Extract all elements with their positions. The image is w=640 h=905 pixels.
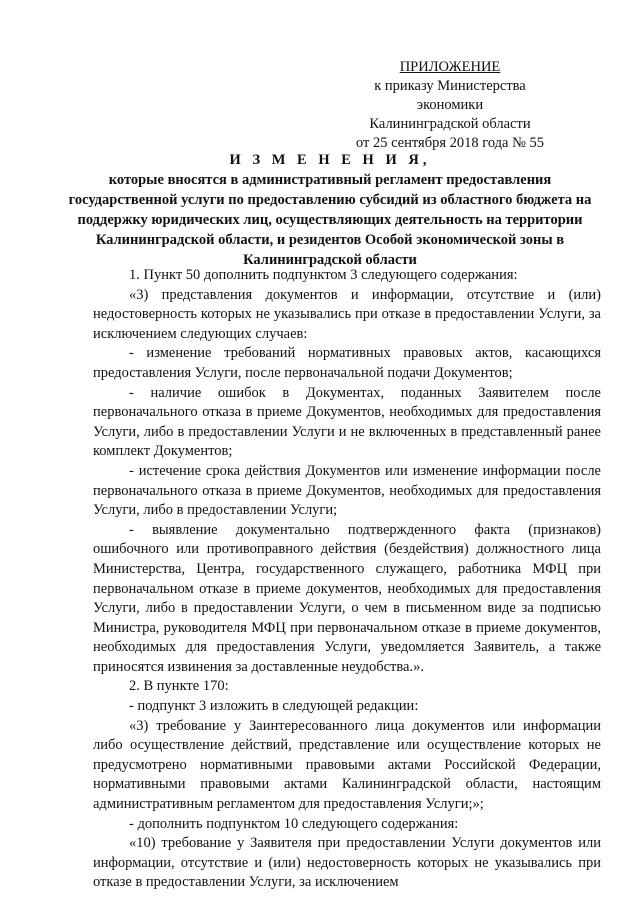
paragraph: 2. В пункте 170: [129,678,229,695]
title-block [60,150,600,270]
paragraph: - изменение требований нормативных правовых актов, касающихся предоставления Услуги, после первоначальной подачи Документов; [93,345,601,381]
paragraph: - выявление документально подтвержденного факта (признаков) ошибочного или противоправного действия (бездействия) должностного лица Министерства, Центра, государственного служащего, работника МФЦ при первоначальном отказе в приеме документов, необходимых для предоставления Услуги, либо в предоставлении Услуги, о чем в письменном виде за подписью Министра, руководителя МФЦ при первоначальном отказе в приеме документов, необходимых для предоставления Услуги, уведомляется Заявитель, а также приносятся извинения за доставленные неудобства.». [93,521,601,675]
paragraph: «3) представления документов и информации, отсутствие и (или) недостоверность которых не указывались при отказе в предоставлении Услуги, за исключением следующих случаев: [93,286,601,342]
document-title: И З М Е Н Е Н И Я, [229,152,431,168]
appendix-line-2: Калининградской области [369,116,531,132]
paragraph: «10) требование у Заявителя при предоставлении Услуги документов или информации, отсутствие и (или) недостоверность которых не указывались при отказе в предоставлении Услуги, за исключением [93,835,601,891]
document-body [93,266,601,893]
paragraph: - наличие ошибок в Документах, поданных Заявителем после первоначального отказа в приеме Документов, необходимых для предоставления Услуги, либо в предоставлении Услуги и не включенных в представленный ранее комплект Документов; [93,384,601,460]
paragraph: - дополнить подпунктом 10 следующего содержания: [129,815,459,832]
paragraph: - подпункт 3 изложить в следующей редакции: [129,698,419,715]
appendix-block [350,58,550,153]
appendix-line-3: от 25 сентября 2018 года № 55 [355,135,545,151]
paragraph: «3) требование у Заинтересованного лица документов или информации либо осуществление действий, представление или осуществление которых не предусмотрено нормативными правовыми актами Российской Федерации, нормативными правовыми актами Калининградской области, настоящим административным регламентом для предоставления Услуги;»; [93,717,601,813]
paragraph: 1. Пункт 50 дополнить подпунктом 3 следующего содержания: [129,267,518,283]
document-subtitle: которые вносятся в административный регламент предоставления государственной услуги по предоставлению субсидий из областного бюджета на поддержку юридических лиц, осуществляющих деятельность на территории Калининградской области, и резидентов Особой экономической зоны в Калининградской области [68,172,592,268]
appendix-line-1: к приказу Министерства экономики [374,78,526,113]
appendix-header: ПРИЛОЖЕНИЕ [399,59,501,75]
paragraph: - истечение срока действия Документов или изменение информации после первоначального отказа в приеме Документов, необходимых для предоставления Услуги, либо в предоставлении Услуги; [93,462,601,519]
